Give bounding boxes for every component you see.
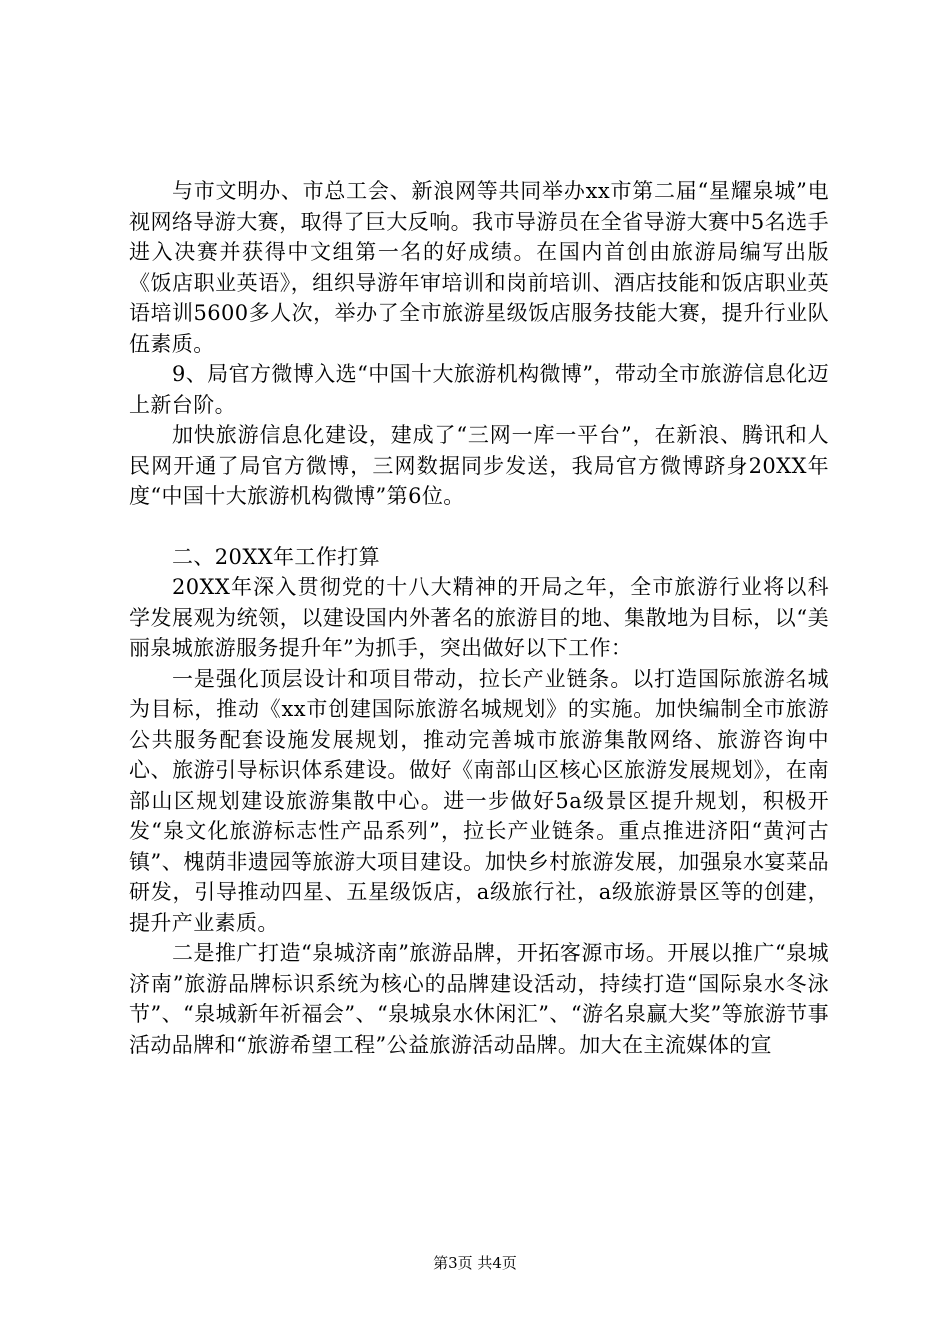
paragraph-overview: 20XX年深入贯彻党的十八大精神的开局之年，全市旅游行业将以科学发展观为统领，以建设国内外著名的旅游目的地、集散地为目标，以“美丽泉城旅游服务提升年”为抓手，突出做好以下工作： — [129, 575, 829, 660]
paragraph-weibo-item: 9、局官方微博入选“中国十大旅游机构微博”，带动全市旅游信息化迈上新台阶。 — [129, 362, 829, 417]
section-heading: 二、20XX年工作打算 — [172, 544, 381, 569]
paragraph-plan-one: 一是强化顶层设计和项目带动，拉长产业链条。以打造国际旅游名城为目标，推动《xx市创建国际旅游名城规划》的实施。加快编制全市旅游公共服务配套设施发展规划，推动完善城市旅游集散网络、旅游咨询中心、旅游引导标识体系建设。做好《南部山区核心区旅游发展规划》，在南部山区规划建设旅游集散中心。进一步做好5a级景区提升规划，积极开发“泉文化旅游标志性产品系列”，拉长产业链条。重点推进济阳“黄河古镇”、槐荫非遗园等旅游大项目建设。加快乡村旅游发展，加强泉水宴菜品研发，引导推动四星、五星级饭店，a级旅行社，a级旅游景区等的创建，提升产业素质。 — [129, 666, 829, 935]
section-spacer — [129, 512, 829, 542]
page-footer: 第3页 共4页 — [433, 1254, 517, 1272]
paragraph-competition: 与市文明办、市总工会、新浪网等共同举办xx市第二届“星耀泉城”电视网络导游大赛，取得了巨大反响。我市导游员在全省导游大赛中5名选手进入决赛并获得中文组第一名的好成绩。在国内首创由旅游局编写出版《饭店职业英语》，组织导游年审培训和岗前培训、酒店技能和饭店职业英语培训5600多人次，举办了全市旅游星级饭店服务技能大赛，提升行业队伍素质。 — [129, 179, 829, 356]
document-body — [129, 176, 829, 1060]
paragraph-plan-two: 二是推广打造“泉城济南”旅游品牌，开拓客源市场。开展以推广“泉城济南”旅游品牌标识系统为核心的品牌建设活动，持续打造“国际泉水冬泳节”、“泉城新年祈福会”、“泉城泉水休闲汇”、“游名泉赢大奖”等旅游节事活动品牌和“旅游希望工程”公益旅游活动品牌。加大在主流媒体的宣 — [129, 941, 829, 1057]
paragraph-informatization: 加快旅游信息化建设，建成了“三网一库一平台”，在新浪、腾讯和人民网开通了局官方微博，三网数据同步发送，我局官方微博跻身20XX年度“中国十大旅游机构微博”第6位。 — [129, 423, 829, 508]
